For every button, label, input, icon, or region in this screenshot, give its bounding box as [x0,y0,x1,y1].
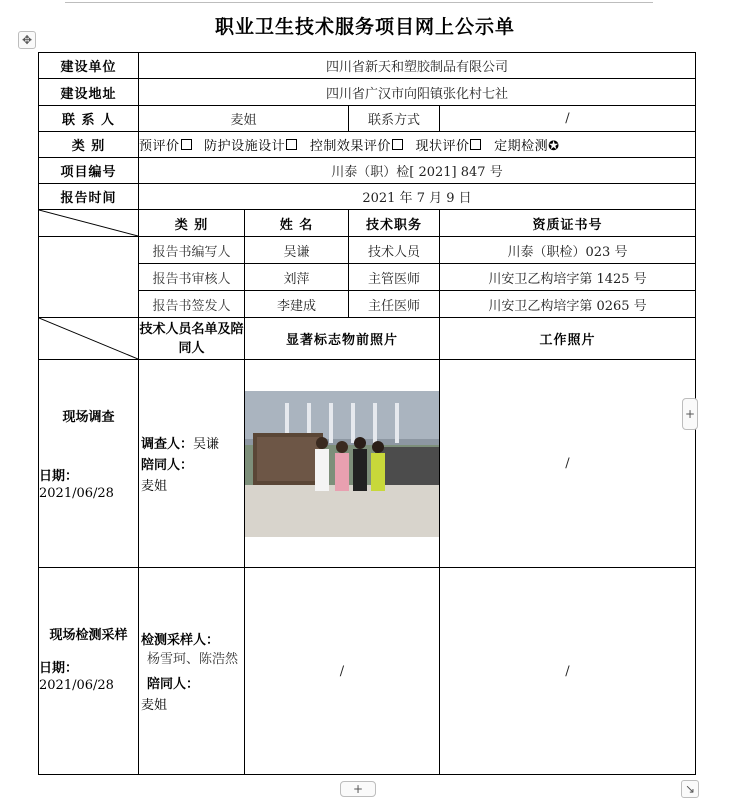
table-move-handle-icon[interactable]: ✥ [18,31,36,49]
category-option-control-effect[interactable]: 控制效果评价 [310,139,403,154]
staff-name[interactable]: 李建成 [245,291,349,318]
site-survey-photo[interactable] [245,391,439,537]
label-construction-unit: 建设单位 [39,53,139,79]
staff-header-title: 技术职务 [349,210,440,237]
survey-row [39,360,696,568]
survey-work-photo-cell[interactable]: / [440,360,696,568]
photo-header-sign-photo: 显著标志物前照片 [245,318,440,360]
sampling-sign-photo-cell[interactable]: / [245,568,440,775]
category-option-status-evaluation[interactable]: 现状评价 [415,139,481,154]
companion-label: 陪同人： [147,677,200,692]
row-project-no [39,158,696,184]
value-report-time[interactable]: 2021 年 7 月 9 日 [139,184,696,210]
companion-label: 陪同人： [141,458,194,473]
label-contact: 联 系 人 [39,106,139,132]
survey-stage-cell [39,360,139,568]
companion-name[interactable]: 麦姐 [141,479,168,494]
survey-stage-label: 现场调查 [62,410,115,425]
sampling-work-photo-cell[interactable]: / [440,568,696,775]
checkbox-icon[interactable] [470,139,481,150]
staff-blank-cell [39,237,139,318]
add-column-icon[interactable]: + [682,398,698,430]
staff-name[interactable]: 吴谦 [245,237,349,264]
staff-row [39,237,696,264]
row-construction-address [39,79,696,106]
staff-title[interactable]: 主管医师 [349,264,440,291]
staff-cert[interactable]: 川泰（职检）023 号 [440,237,696,264]
label-contact-method: 联系方式 [349,106,440,132]
add-row-icon[interactable]: + [340,781,376,797]
staff-name[interactable]: 刘萍 [245,264,349,291]
sampling-staff-cell [139,568,245,775]
value-contact[interactable]: 麦姐 [139,106,349,132]
value-construction-address[interactable]: 四川省广汉市向阳镇张化村七社 [139,79,696,106]
value-construction-unit[interactable]: 四川省新天和塑胶制品有限公司 [139,53,696,79]
survey-staff-cell [139,360,245,568]
staff-header-row [39,210,696,237]
diagonal-header-cell [39,210,139,237]
staff-cert[interactable]: 川安卫乙构培字第 1425 号 [440,264,696,291]
label-project-no: 项目编号 [39,158,139,184]
disclosure-form-table [38,52,696,775]
category-option-protection-design[interactable]: 防护设施设计 [204,139,297,154]
sampling-date[interactable]: 2021/06/28 [39,678,114,693]
sampler-label: 检测采样人： [141,633,220,648]
label-report-time: 报告时间 [39,184,139,210]
investigator-name[interactable]: 吴谦 [193,437,220,452]
page-top-border [65,2,653,3]
sampling-row [39,568,696,775]
sampling-date-label: 日期： [39,661,79,676]
sampler-names[interactable]: 杨雪珂、陈浩然 [147,652,239,667]
checkbox-icon[interactable] [286,139,297,150]
photo-header-row [39,318,696,360]
row-contact [39,106,696,132]
row-category [39,132,696,158]
companion-name[interactable]: 麦姐 [141,698,168,713]
category-option-pre-evaluation[interactable]: 预评价 [139,139,192,154]
diagonal-line-icon [39,318,138,359]
sampling-stage-cell [39,568,139,775]
staff-header-category: 类 别 [139,210,245,237]
staff-category: 报告书编写人 [139,237,245,264]
selected-mark-icon[interactable]: ✪ [548,139,560,154]
staff-header-cert: 资质证书号 [440,210,696,237]
row-construction-unit [39,53,696,79]
staff-header-name: 姓 名 [245,210,349,237]
survey-date-label: 日期： [39,469,79,484]
staff-category: 报告书审核人 [139,264,245,291]
diagonal-line-icon [39,210,138,236]
page-title: 职业卫生技术服务项目网上公示单 [214,16,515,38]
staff-title[interactable]: 主任医师 [349,291,440,318]
staff-title[interactable]: 技术人员 [349,237,440,264]
value-contact-method[interactable]: / [440,106,696,132]
checkbox-icon[interactable] [392,139,403,150]
row-report-time [39,184,696,210]
table-resize-icon[interactable]: ↘ [681,780,699,798]
label-construction-address: 建设地址 [39,79,139,106]
category-options [139,132,696,158]
survey-date[interactable]: 2021/06/28 [39,486,114,501]
staff-category: 报告书签发人 [139,291,245,318]
sampling-stage-label: 现场检测采样 [49,628,128,643]
staff-cert[interactable]: 川安卫乙构培字第 0265 号 [440,291,696,318]
diagonal-header-cell [39,318,139,360]
category-option-periodic-testing[interactable]: 定期检测✪ [494,139,560,154]
photo-header-work-photo: 工作照片 [440,318,696,360]
value-project-no[interactable]: 川泰（职）检[ 2021] 847 号 [139,158,696,184]
investigator-label: 调查人： [141,437,194,452]
survey-sign-photo-cell [245,360,440,568]
checkbox-icon[interactable] [181,139,192,150]
label-category: 类 别 [39,132,139,158]
photo-header-staff: 技术人员名单及陪同人 [139,318,245,360]
